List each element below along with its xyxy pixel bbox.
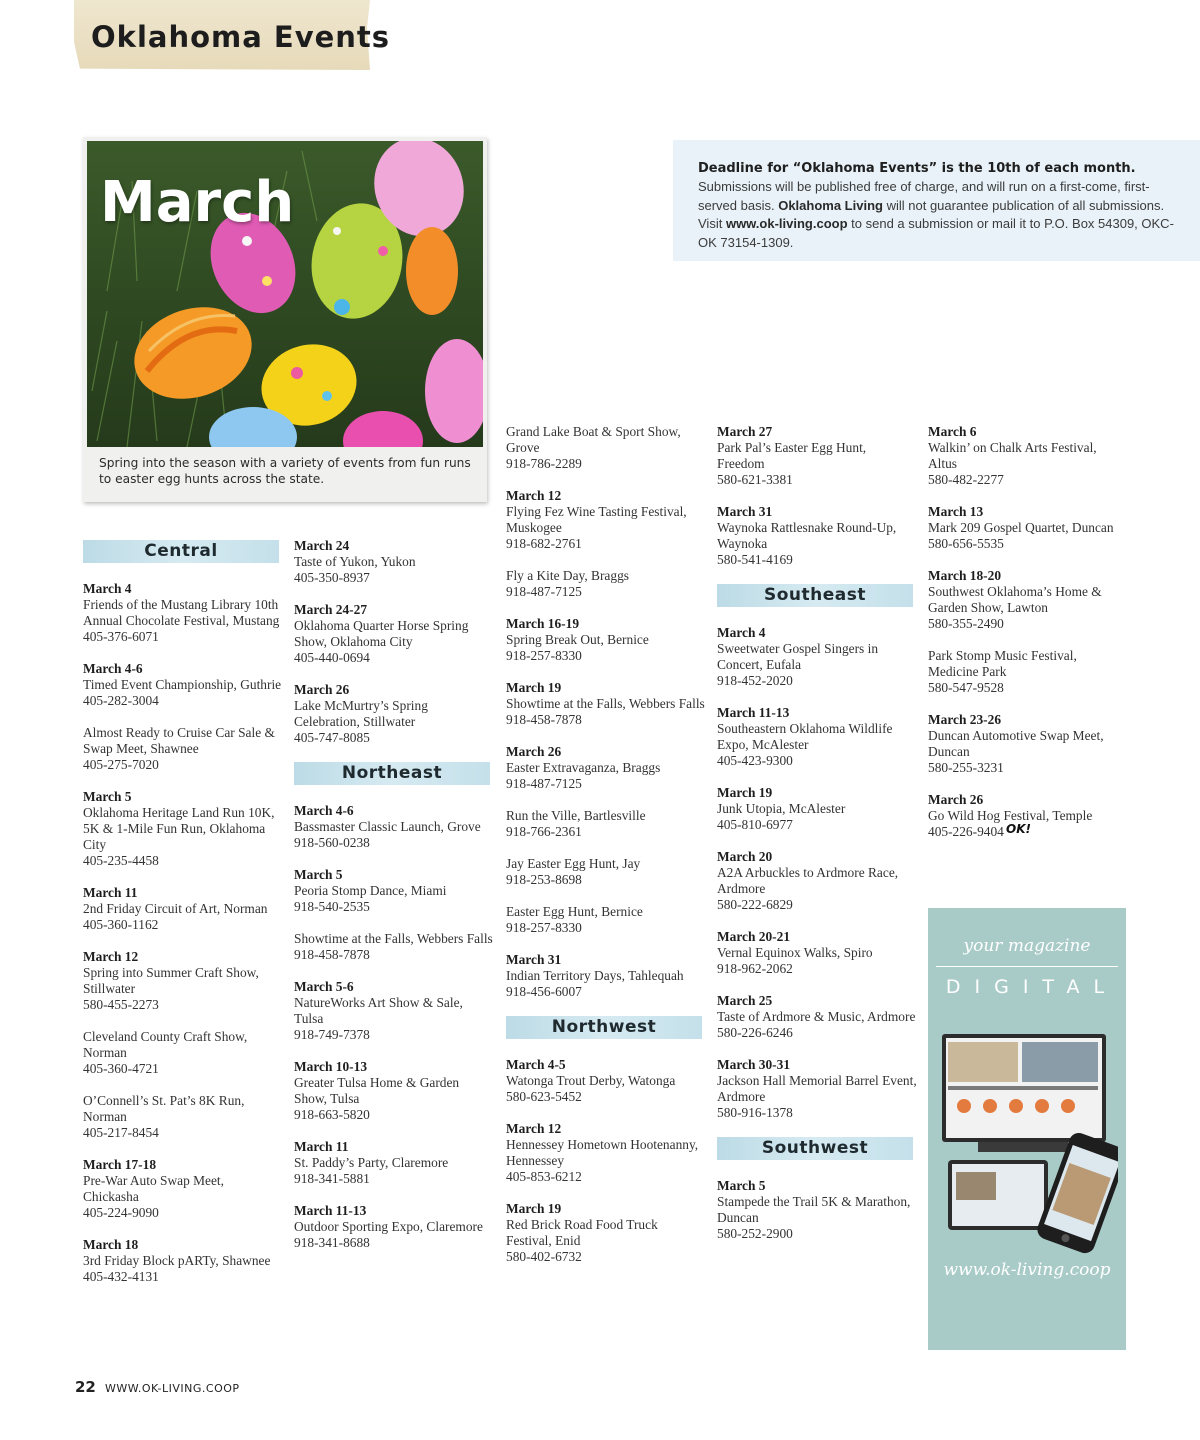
event-phone: 918-257-8330	[506, 648, 582, 663]
event-entry	[506, 424, 706, 472]
page-number: 22	[75, 1378, 96, 1396]
event-entry	[294, 803, 494, 851]
event-date: March 4	[717, 625, 766, 640]
column-3	[506, 424, 706, 1281]
column-2	[294, 538, 494, 1267]
event-title: Outdoor Sporting Expo, Claremore	[294, 1219, 483, 1234]
event-entry	[717, 929, 917, 977]
event-list-southwest-cont	[928, 424, 1128, 840]
event-date: March 11-13	[294, 1203, 367, 1218]
event-phone: 405-282-3004	[83, 693, 159, 708]
event-title: Watonga Trout Derby, Watonga	[506, 1073, 676, 1088]
event-list-northeast-cont	[506, 424, 706, 1000]
event-date: March 31	[717, 504, 773, 519]
event-title: A2A Arbuckles to Ardmore Race, Ardmore	[717, 865, 899, 896]
event-date: March 11	[294, 1139, 349, 1154]
event-entry	[506, 616, 706, 664]
event-phone: 405-360-1162	[83, 917, 159, 932]
event-phone: 918-253-8698	[506, 872, 582, 887]
event-date: March 19	[506, 1201, 562, 1216]
event-entry	[294, 682, 494, 746]
event-date: March 19	[717, 785, 773, 800]
event-title: Park Pal’s Easter Egg Hunt, Freedom	[717, 440, 867, 471]
event-date: March 20	[717, 849, 773, 864]
event-entry	[717, 993, 917, 1041]
deadline-text-2: will not guarantee publication of all submissions. Visit	[698, 197, 1165, 232]
event-title: Vernal Equinox Walks, Spiro	[717, 945, 873, 960]
event-phone: 918-749-7378	[294, 1027, 370, 1042]
event-entry	[294, 1139, 494, 1187]
event-phone: 405-810-6977	[717, 817, 793, 832]
event-date: March 5	[717, 1178, 766, 1193]
event-entry	[506, 488, 706, 552]
event-list-central	[83, 581, 283, 1285]
event-phone: 405-853-6212	[506, 1169, 582, 1184]
event-entry	[83, 1093, 283, 1141]
event-date: March 12	[83, 949, 139, 964]
event-entry	[717, 785, 917, 833]
event-phone: 405-275-7020	[83, 757, 159, 772]
event-entry	[294, 979, 494, 1043]
event-phone: 580-455-2273	[83, 997, 159, 1012]
event-entry	[83, 1157, 283, 1221]
event-entry	[506, 680, 706, 728]
deadline-text-1: Submissions will be published free of charge, and will run on a first-come, first-served basis.	[698, 179, 1150, 213]
event-date: March 12	[506, 1121, 562, 1136]
event-phone: 405-235-4458	[83, 853, 159, 868]
event-title: Showtime at the Falls, Webbers Falls	[506, 696, 705, 711]
event-entry	[294, 1203, 494, 1251]
region-header-central: Central	[83, 540, 279, 563]
deadline-box	[673, 140, 1200, 261]
region-header-northeast: Northeast	[294, 762, 490, 785]
event-date: March 17-18	[83, 1157, 157, 1172]
month-heading: March	[100, 170, 295, 235]
event-title: Indian Territory Days, Tahlequah	[506, 968, 684, 983]
event-date: March 4-5	[506, 1057, 566, 1072]
event-date: March 18	[83, 1237, 139, 1252]
event-entry	[506, 744, 706, 792]
ok-end-mark: OK!	[1006, 822, 1031, 836]
event-date: March 16-19	[506, 616, 580, 631]
event-phone: 580-252-2900	[717, 1226, 793, 1241]
event-list-southeast	[717, 625, 917, 1121]
event-entry	[83, 661, 283, 709]
event-phone: 580-402-6732	[506, 1249, 582, 1264]
footer	[75, 1377, 240, 1396]
event-date: March 11	[83, 885, 138, 900]
event-title: Easter Extravaganza, Braggs	[506, 760, 661, 775]
event-phone: 405-747-8085	[294, 730, 370, 745]
event-title: Stampede the Trail 5K & Marathon, Duncan	[717, 1194, 911, 1225]
event-date: March 18-20	[928, 568, 1002, 583]
event-entry	[294, 602, 494, 666]
event-phone: 405-360-4721	[83, 1061, 159, 1076]
event-title: Run the Ville, Bartlesville	[506, 808, 646, 823]
event-phone: 405-350-8937	[294, 570, 370, 585]
event-title: Jackson Hall Memorial Barrel Event, Ardmore	[717, 1073, 917, 1104]
event-entry	[83, 725, 283, 773]
ad-digital-word: DIGITAL	[945, 976, 1119, 998]
event-date: March 26	[506, 744, 562, 759]
event-entry	[717, 705, 917, 769]
event-date: March 5	[294, 867, 343, 882]
event-entry	[928, 504, 1128, 552]
page-title: Oklahoma Events	[91, 20, 391, 54]
event-phone: 918-341-5881	[294, 1171, 370, 1186]
event-phone: 918-560-0238	[294, 835, 370, 850]
event-phone: 918-456-6007	[506, 984, 582, 999]
event-date: March 4-6	[83, 661, 143, 676]
event-title: Go Wild Hog Festival, Temple	[928, 808, 1093, 823]
digital-magazine-ad[interactable]	[928, 908, 1126, 1350]
event-entry	[928, 424, 1128, 488]
event-phone: 405-432-4131	[83, 1269, 159, 1284]
event-entry	[506, 856, 706, 888]
event-title: Greater Tulsa Home & Garden Show, Tulsa	[294, 1075, 460, 1106]
event-title: Jay Easter Egg Hunt, Jay	[506, 856, 641, 871]
event-phone: 918-257-8330	[506, 920, 582, 935]
event-date: March 24	[294, 538, 350, 553]
event-entry	[83, 949, 283, 1013]
event-entry	[294, 931, 494, 963]
event-entry	[928, 568, 1128, 632]
region-header-southwest: Southwest	[717, 1137, 913, 1160]
photo-caption: Spring into the season with a variety of events from fun runs to easter egg hunts across the state.	[99, 456, 471, 486]
event-date: March 6	[928, 424, 977, 439]
event-entry	[928, 712, 1128, 776]
event-title: Taste of Yukon, Yukon	[294, 554, 416, 569]
event-date: March 10-13	[294, 1059, 368, 1074]
column-1	[83, 540, 283, 1301]
event-phone: 918-458-7878	[506, 712, 582, 727]
event-list-northwest-cont	[717, 424, 917, 568]
event-title: Park Stomp Music Festival, Medicine Park	[928, 648, 1077, 679]
event-title: Peoria Stomp Dance, Miami	[294, 883, 447, 898]
event-date: March 31	[506, 952, 562, 967]
event-phone: 918-663-5820	[294, 1107, 370, 1122]
event-phone: 405-440-0694	[294, 650, 370, 665]
event-entry	[717, 504, 917, 568]
event-title: Junk Utopia, McAlester	[717, 801, 846, 816]
event-entry	[506, 568, 706, 600]
event-entry	[717, 625, 917, 689]
event-phone: 580-222-6829	[717, 897, 793, 912]
event-date: March 24-27	[294, 602, 368, 617]
event-list-central-cont	[294, 538, 494, 746]
event-title: Timed Event Championship, Guthrie	[83, 677, 282, 692]
event-entry	[506, 952, 706, 1000]
event-date: March 26	[928, 792, 984, 807]
event-title: Taste of Ardmore & Music, Ardmore	[717, 1009, 916, 1024]
event-title: Waynoka Rattlesnake Round-Up, Waynoka	[717, 520, 897, 551]
event-phone: 918-682-2761	[506, 536, 582, 551]
event-entry	[928, 648, 1128, 696]
event-phone: 918-487-7125	[506, 776, 582, 791]
event-date: March 26	[294, 682, 350, 697]
event-phone: 580-255-3231	[928, 760, 1004, 775]
event-title: Bassmaster Classic Launch, Grove	[294, 819, 481, 834]
event-date: March 13	[928, 504, 984, 519]
event-title: Spring Break Out, Bernice	[506, 632, 649, 647]
footer-site-link[interactable]: WWW.OK-LIVING.COOP	[104, 1382, 240, 1395]
event-entry	[717, 1178, 917, 1242]
event-title: Friends of the Mustang Library 10th Annual Chocolate Festival, Mustang	[83, 597, 280, 628]
event-title: 3rd Friday Block pARTy, Shawnee	[83, 1253, 271, 1268]
event-title: Walkin’ on Chalk Arts Festival, Altus	[928, 440, 1097, 471]
event-date: March 20-21	[717, 929, 791, 944]
event-entry	[717, 849, 917, 913]
event-title: Oklahoma Heritage Land Run 10K, 5K & 1-Mile Fun Run, Oklahoma City	[83, 805, 275, 852]
event-phone: 918-786-2289	[506, 456, 582, 471]
event-title: Easter Egg Hunt, Bernice	[506, 904, 643, 919]
event-phone: 918-540-2535	[294, 899, 370, 914]
event-phone: 580-226-6246	[717, 1025, 793, 1040]
event-date: March 23-26	[928, 712, 1002, 727]
event-list-southwest	[717, 1178, 917, 1242]
event-phone: 405-376-6071	[83, 629, 159, 644]
devices-illustration	[938, 1028, 1118, 1254]
ad-url-link[interactable]: www.ok-living.coop	[943, 1260, 1111, 1280]
event-title: Red Brick Road Food Truck Festival, Enid	[506, 1217, 658, 1248]
deadline-text-3: to send a submission or mail it to P.O. Box 54309, OKC-OK 73154-1309.	[698, 216, 1174, 250]
region-header-southeast: Southeast	[717, 584, 913, 607]
event-entry	[506, 1121, 706, 1185]
event-phone: 580-482-2277	[928, 472, 1004, 487]
ad-divider	[936, 966, 1118, 967]
event-title: Showtime at the Falls, Webbers Falls	[294, 931, 493, 946]
event-title: Spring into Summer Craft Show, Stillwater	[83, 965, 259, 996]
event-list-northwest	[506, 1057, 706, 1265]
event-phone: 580-621-3381	[717, 472, 793, 487]
event-title: Grand Lake Boat & Sport Show, Grove	[506, 424, 681, 455]
event-title: 2nd Friday Circuit of Art, Norman	[83, 901, 268, 916]
event-date: March 5	[83, 789, 132, 804]
event-date: March 11-13	[717, 705, 790, 720]
event-phone: 405-226-9404	[928, 824, 1004, 839]
event-phone: 580-355-2490	[928, 616, 1004, 631]
event-title: Cleveland County Craft Show, Norman	[83, 1029, 248, 1060]
event-entry	[506, 1201, 706, 1265]
event-title: Mark 209 Gospel Quartet, Duncan	[928, 520, 1114, 535]
event-entry	[506, 1057, 706, 1105]
event-phone: 918-458-7878	[294, 947, 370, 962]
event-phone: 918-766-2361	[506, 824, 582, 839]
event-entry	[83, 1237, 283, 1285]
event-title: Flying Fez Wine Tasting Festival, Muskogee	[506, 504, 687, 535]
event-date: March 30-31	[717, 1057, 791, 1072]
event-entry	[717, 1057, 917, 1121]
event-phone: 405-224-9090	[83, 1205, 159, 1220]
event-title: Southwest Oklahoma’s Home & Garden Show, Lawton	[928, 584, 1102, 615]
event-title: O’Connell’s St. Pat’s 8K Run, Norman	[83, 1093, 245, 1124]
event-phone: 580-547-9528	[928, 680, 1004, 695]
event-phone: 580-656-5535	[928, 536, 1004, 551]
event-date: March 19	[506, 680, 562, 695]
event-phone: 405-423-9300	[717, 753, 793, 768]
event-phone: 580-541-4169	[717, 552, 793, 567]
event-entry	[506, 808, 706, 840]
event-entry	[294, 1059, 494, 1123]
event-entry	[294, 867, 494, 915]
event-date: March 25	[717, 993, 773, 1008]
event-date: March 27	[717, 424, 773, 439]
event-date: March 4	[83, 581, 132, 596]
event-entry	[83, 885, 283, 933]
event-phone: 918-341-8688	[294, 1235, 370, 1250]
event-phone: 918-487-7125	[506, 584, 582, 599]
event-entry	[83, 789, 283, 869]
event-phone: 918-962-2062	[717, 961, 793, 976]
event-title: Hennessey Hometown Hootenanny, Hennessey	[506, 1137, 699, 1168]
deadline-url-link[interactable]: www.ok-living.coop	[725, 216, 848, 232]
event-entry	[506, 904, 706, 936]
event-title: Fly a Kite Day, Braggs	[506, 568, 629, 583]
event-phone: 580-916-1378	[717, 1105, 793, 1120]
event-phone: 580-623-5452	[506, 1089, 582, 1104]
event-entry	[83, 1029, 283, 1077]
event-phone: 405-217-8454	[83, 1125, 159, 1140]
region-header-northwest: Northwest	[506, 1016, 702, 1039]
event-entry	[83, 581, 283, 645]
event-title: Southeastern Oklahoma Wildlife Expo, McAlester	[717, 721, 893, 752]
event-title: Oklahoma Quarter Horse Spring Show, Oklahoma City	[294, 618, 469, 649]
event-title: NatureWorks Art Show & Sale, Tulsa	[294, 995, 463, 1026]
event-entry	[717, 424, 917, 488]
event-date: March 4-6	[294, 803, 354, 818]
column-4	[717, 424, 917, 1258]
event-title: Sweetwater Gospel Singers in Concert, Eufala	[717, 641, 879, 672]
event-title: St. Paddy’s Party, Claremore	[294, 1155, 449, 1170]
event-title: Pre-War Auto Swap Meet, Chickasha	[83, 1173, 224, 1204]
event-phone: 918-452-2020	[717, 673, 793, 688]
event-list-northeast	[294, 803, 494, 1251]
ad-tagline: your magazine	[963, 936, 1091, 956]
event-date: March 12	[506, 488, 562, 503]
event-title: Duncan Automotive Swap Meet, Duncan	[928, 728, 1104, 759]
event-date: March 5-6	[294, 979, 354, 994]
event-entry	[294, 538, 494, 586]
event-title: Lake McMurtry’s Spring Celebration, Stillwater	[294, 698, 428, 729]
column-5	[928, 424, 1128, 856]
deadline-heading: Deadline for “Oklahoma Events” is the 10th of each month.	[698, 161, 1136, 176]
deadline-brand: Oklahoma Living	[778, 197, 883, 213]
event-title: Almost Ready to Cruise Car Sale & Swap Meet, Shawnee	[83, 725, 275, 756]
